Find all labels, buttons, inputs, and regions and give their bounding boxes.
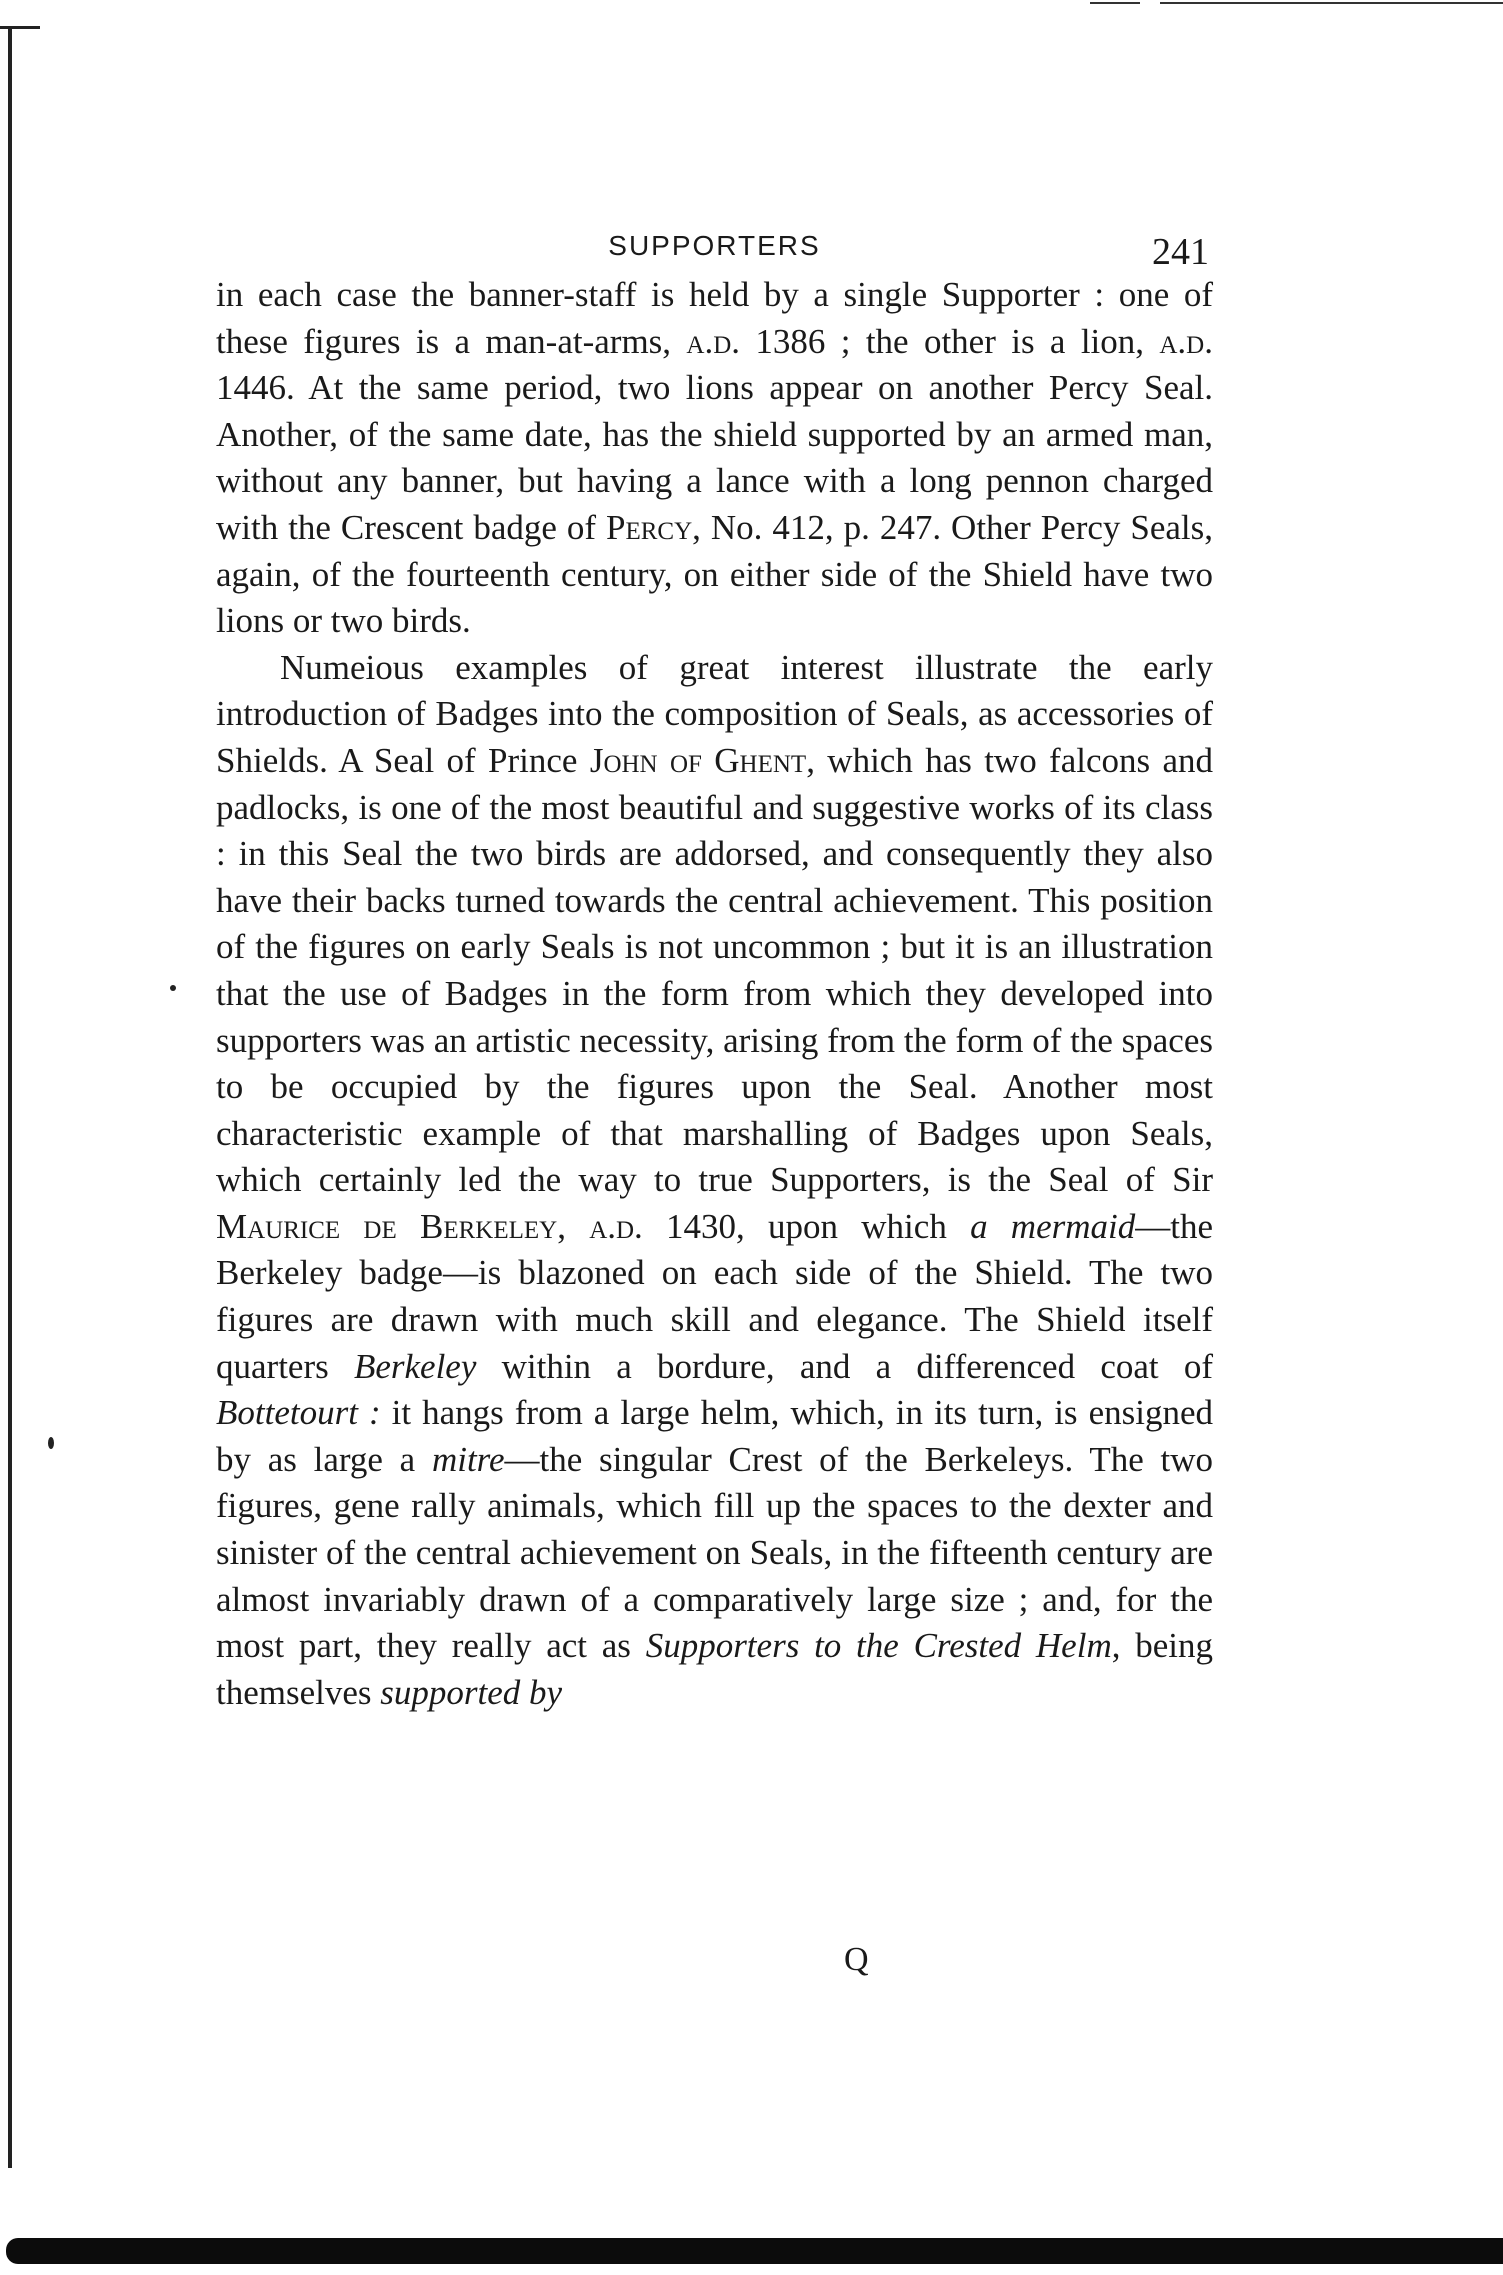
text-run: it hangs from a large helm, which, in its turn, is ensigned by as large a xyxy=(216,1393,1213,1479)
text-run: in each case the banner-staff is held by a single Supporter : one of these figures is a man-at-arms, xyxy=(216,275,1213,361)
italic-run: Supporters to the Crested Helm xyxy=(645,1626,1112,1666)
signature-mark: Q xyxy=(844,1941,869,1978)
running-head-title: SUPPORTERS xyxy=(608,230,821,261)
text-run: 1386 ; the other is a lion, xyxy=(740,321,1160,361)
body-text xyxy=(216,272,1213,1716)
print-speck xyxy=(170,985,176,991)
paragraph xyxy=(216,272,1213,645)
italic-run: mitre xyxy=(431,1439,505,1479)
paragraph xyxy=(216,645,1213,1717)
small-caps-run: Percy xyxy=(606,507,693,547)
binding-edge xyxy=(8,28,12,2168)
print-speck xyxy=(48,1437,54,1449)
italic-run: Bottetourt : xyxy=(216,1393,381,1433)
page-bottom-edge xyxy=(6,2238,1503,2264)
text-run: 1446. At the same period, two lions appear on another Percy Seal. Another, of the same date, has the shield supported by an armed man, without any banner, but having a lance with a long pennon charged with the Crescent badge of xyxy=(216,368,1213,547)
italic-run: a mermaid xyxy=(970,1206,1136,1246)
text-run: , No. 412, p. 247. Other Percy Seals, again, of the fourteenth century, on either side of the Shield have two lions or two birds. xyxy=(216,507,1213,641)
small-caps-run: John of Ghent xyxy=(589,740,807,780)
text-run: —the singular Crest of the Berkeleys. The two figures, gene rally animals, which fill up the spaces to the dexter and sinister of the central achievement on Seals, in the fifteenth century are almost invariably drawn of a comparatively large size ; and, for the most part, they really act as xyxy=(216,1439,1213,1666)
book-page xyxy=(216,222,1213,1716)
small-caps-run: a.d. xyxy=(1159,321,1213,361)
text-run: within a bordure, and a differenced coat of xyxy=(476,1346,1214,1386)
text-run: , xyxy=(557,1206,590,1246)
text-run: 1430, upon which xyxy=(642,1206,971,1246)
binding-edge-cap xyxy=(0,26,40,29)
small-caps-run: a.d. xyxy=(589,1206,643,1246)
top-rule xyxy=(1090,2,1140,4)
italic-run: supported by xyxy=(380,1672,563,1712)
page-number: 241 xyxy=(1152,231,1209,273)
text-run: , which has two falcons and padlocks, is one of the most beautiful and suggestive works of its class : in this Seal the two birds are addorsed, and consequently they also have their backs turned towards the central achievement. This position of the figures on early Seals is not uncommon ; but it is an illustration that the use of Badges in the form from which they developed into supporters was an artistic necessity, arising from the form of the spaces to be occupied by the figures upon the Seal. Another most characteristic example of that marshalling of Badges upon Seals, which certainly led the way to true Supporters, is the Seal of Sir xyxy=(216,740,1214,1200)
running-head xyxy=(216,222,1213,272)
small-caps-run: a.d. xyxy=(686,321,741,361)
text-run: , being themselves xyxy=(216,1626,1214,1712)
small-caps-run: Maurice de Berkeley xyxy=(216,1206,558,1246)
text-run: —the Berkeley badge—is blazoned on each side of the Shield. The two figures are drawn with much skill and elegance. The Shield itself quarters xyxy=(216,1206,1213,1386)
text-run: Numeious examples of great interest illustrate the early introduction of Badges into the composition of Seals, as accessories of Shields. A Seal of Prince xyxy=(216,647,1213,780)
italic-run: Berkeley xyxy=(353,1346,477,1386)
top-rule xyxy=(1160,2,1503,4)
